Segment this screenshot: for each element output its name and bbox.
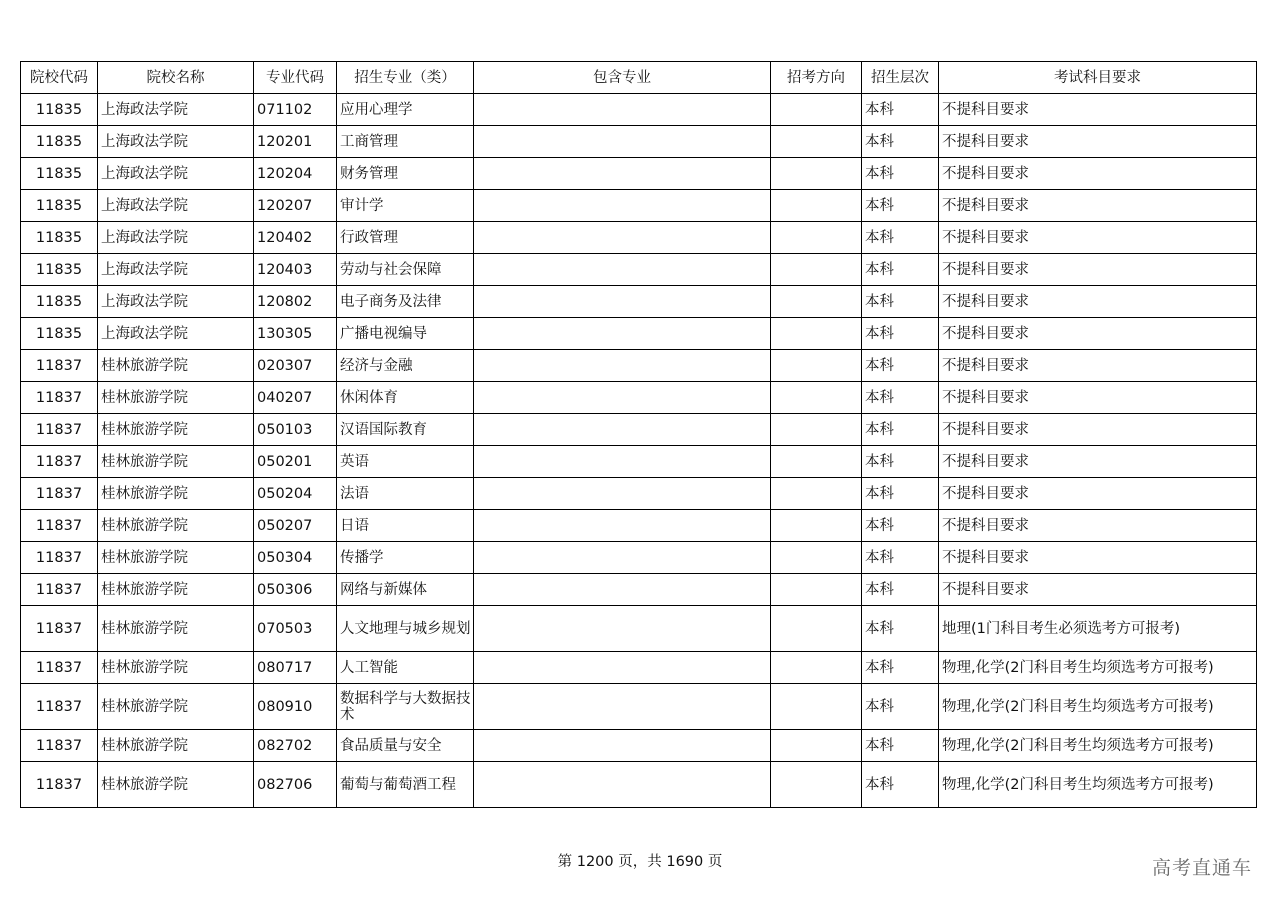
cell-subject-requirement: 物理,化学(2门科目考生均须选考方可报考): [939, 684, 1257, 730]
cell-school-name: 桂林旅游学院: [98, 382, 254, 414]
table-row: [21, 382, 1257, 414]
cell-major-code: 082702: [254, 730, 337, 762]
cell-school-name: 桂林旅游学院: [98, 684, 254, 730]
cell-school-code: 11837: [21, 414, 98, 446]
cell-subject-requirement: 不提科目要求: [939, 222, 1257, 254]
cell-school-code: 11837: [21, 652, 98, 684]
cell-school-code: 11837: [21, 684, 98, 730]
cell-level: 本科: [862, 542, 939, 574]
cell-level: 本科: [862, 382, 939, 414]
cell-major: 工商管理: [337, 126, 474, 158]
cell-major: 人工智能: [337, 652, 474, 684]
cell-major: 财务管理: [337, 158, 474, 190]
cell-major: 数据科学与大数据技术: [337, 684, 474, 730]
cell-included-majors: [474, 158, 771, 190]
cell-subject-requirement: 不提科目要求: [939, 382, 1257, 414]
cell-subject-requirement: 不提科目要求: [939, 126, 1257, 158]
table-row: [21, 126, 1257, 158]
cell-school-name: 桂林旅游学院: [98, 478, 254, 510]
header-level: 招生层次: [862, 62, 939, 94]
cell-school-name: 上海政法学院: [98, 254, 254, 286]
cell-school-name: 上海政法学院: [98, 158, 254, 190]
cell-school-name: 上海政法学院: [98, 94, 254, 126]
cell-subject-requirement: 不提科目要求: [939, 158, 1257, 190]
cell-school-name: 桂林旅游学院: [98, 414, 254, 446]
cell-school-code: 11837: [21, 730, 98, 762]
cell-school-name: 上海政法学院: [98, 286, 254, 318]
cell-major: 葡萄与葡萄酒工程: [337, 762, 474, 808]
cell-school-name: 桂林旅游学院: [98, 542, 254, 574]
cell-school-name: 上海政法学院: [98, 190, 254, 222]
cell-direction: [771, 730, 862, 762]
cell-school-name: 上海政法学院: [98, 126, 254, 158]
cell-direction: [771, 318, 862, 350]
cell-included-majors: [474, 382, 771, 414]
cell-included-majors: [474, 350, 771, 382]
cell-school-code: 11835: [21, 94, 98, 126]
cell-major-code: 120403: [254, 254, 337, 286]
cell-major: 劳动与社会保障: [337, 254, 474, 286]
cell-school-name: 桂林旅游学院: [98, 574, 254, 606]
cell-major-code: 050201: [254, 446, 337, 478]
cell-major: 日语: [337, 510, 474, 542]
cell-level: 本科: [862, 478, 939, 510]
cell-direction: [771, 254, 862, 286]
cell-school-code: 11835: [21, 126, 98, 158]
cell-direction: [771, 158, 862, 190]
cell-included-majors: [474, 762, 771, 808]
cell-subject-requirement: 不提科目要求: [939, 478, 1257, 510]
cell-direction: [771, 510, 862, 542]
cell-subject-requirement: 不提科目要求: [939, 318, 1257, 350]
cell-major: 应用心理学: [337, 94, 474, 126]
cell-major-code: 120201: [254, 126, 337, 158]
cell-included-majors: [474, 286, 771, 318]
cell-level: 本科: [862, 652, 939, 684]
cell-included-majors: [474, 652, 771, 684]
table-row: [21, 350, 1257, 382]
cell-level: 本科: [862, 254, 939, 286]
cell-level: 本科: [862, 158, 939, 190]
cell-direction: [771, 684, 862, 730]
table-row: [21, 286, 1257, 318]
cell-included-majors: [474, 414, 771, 446]
cell-school-code: 11837: [21, 350, 98, 382]
cell-level: 本科: [862, 510, 939, 542]
table-row: [21, 510, 1257, 542]
cell-direction: [771, 382, 862, 414]
table-row: [21, 478, 1257, 510]
cell-level: 本科: [862, 414, 939, 446]
cell-level: 本科: [862, 350, 939, 382]
cell-subject-requirement: 不提科目要求: [939, 414, 1257, 446]
cell-school-name: 桂林旅游学院: [98, 730, 254, 762]
cell-major-code: 120207: [254, 190, 337, 222]
table-row: [21, 94, 1257, 126]
cell-included-majors: [474, 542, 771, 574]
cell-major-code: 020307: [254, 350, 337, 382]
cell-subject-requirement: 不提科目要求: [939, 574, 1257, 606]
cell-major-code: 120802: [254, 286, 337, 318]
cell-subject-requirement: 不提科目要求: [939, 510, 1257, 542]
cell-direction: [771, 574, 862, 606]
cell-school-code: 11837: [21, 542, 98, 574]
watermark-logo-text: 高考直通车: [1151, 857, 1252, 879]
table-row: [21, 254, 1257, 286]
cell-direction: [771, 478, 862, 510]
cell-level: 本科: [862, 318, 939, 350]
cell-included-majors: [474, 126, 771, 158]
table-row: [21, 158, 1257, 190]
cell-subject-requirement: 不提科目要求: [939, 254, 1257, 286]
cell-school-code: 11835: [21, 286, 98, 318]
cell-major-code: 050204: [254, 478, 337, 510]
cell-school-name: 桂林旅游学院: [98, 762, 254, 808]
cell-direction: [771, 190, 862, 222]
cell-major: 法语: [337, 478, 474, 510]
cell-included-majors: [474, 318, 771, 350]
cell-included-majors: [474, 510, 771, 542]
cell-school-code: 11837: [21, 382, 98, 414]
cell-included-majors: [474, 478, 771, 510]
cell-school-code: 11835: [21, 254, 98, 286]
cell-subject-requirement: 不提科目要求: [939, 286, 1257, 318]
cell-major-code: 040207: [254, 382, 337, 414]
cell-major-code: 080717: [254, 652, 337, 684]
cell-subject-requirement: 物理,化学(2门科目考生均须选考方可报考): [939, 730, 1257, 762]
page-number: 第 1200 页，共 1690 页: [557, 854, 723, 870]
cell-school-name: 桂林旅游学院: [98, 510, 254, 542]
cell-level: 本科: [862, 222, 939, 254]
cell-subject-requirement: 物理,化学(2门科目考生均须选考方可报考): [939, 652, 1257, 684]
table-header: [21, 62, 1257, 94]
cell-school-name: 桂林旅游学院: [98, 350, 254, 382]
cell-school-name: 上海政法学院: [98, 318, 254, 350]
table-row: [21, 190, 1257, 222]
cell-school-code: 11835: [21, 222, 98, 254]
cell-level: 本科: [862, 94, 939, 126]
cell-school-code: 11837: [21, 510, 98, 542]
cell-included-majors: [474, 606, 771, 652]
header-subject-requirement: 考试科目要求: [939, 62, 1257, 94]
cell-major: 电子商务及法律: [337, 286, 474, 318]
cell-major-code: 050306: [254, 574, 337, 606]
cell-level: 本科: [862, 684, 939, 730]
cell-level: 本科: [862, 730, 939, 762]
cell-school-name: 桂林旅游学院: [98, 446, 254, 478]
cell-included-majors: [474, 94, 771, 126]
cell-included-majors: [474, 446, 771, 478]
table-row: [21, 446, 1257, 478]
table-row: [21, 652, 1257, 684]
cell-major-code: 120204: [254, 158, 337, 190]
cell-included-majors: [474, 684, 771, 730]
cell-major-code: 050304: [254, 542, 337, 574]
cell-major: 传播学: [337, 542, 474, 574]
cell-major-code: 130305: [254, 318, 337, 350]
header-row: [21, 62, 1257, 94]
cell-level: 本科: [862, 762, 939, 808]
cell-level: 本科: [862, 446, 939, 478]
cell-included-majors: [474, 254, 771, 286]
cell-school-code: 11837: [21, 606, 98, 652]
cell-major: 行政管理: [337, 222, 474, 254]
cell-subject-requirement: 地理(1门科目考生必须选考方可报考): [939, 606, 1257, 652]
table-row: [21, 222, 1257, 254]
cell-major-code: 080910: [254, 684, 337, 730]
cell-level: 本科: [862, 574, 939, 606]
cell-school-name: 上海政法学院: [98, 222, 254, 254]
cell-direction: [771, 606, 862, 652]
cell-direction: [771, 222, 862, 254]
table-row: [21, 574, 1257, 606]
cell-major-code: 050207: [254, 510, 337, 542]
cell-direction: [771, 414, 862, 446]
cell-major-code: 071102: [254, 94, 337, 126]
cell-level: 本科: [862, 190, 939, 222]
cell-level: 本科: [862, 286, 939, 318]
cell-direction: [771, 652, 862, 684]
cell-direction: [771, 542, 862, 574]
table-row: [21, 606, 1257, 652]
cell-school-code: 11837: [21, 478, 98, 510]
cell-major-code: 120402: [254, 222, 337, 254]
cell-school-code: 11835: [21, 158, 98, 190]
cell-included-majors: [474, 190, 771, 222]
cell-school-code: 11837: [21, 574, 98, 606]
cell-school-code: 11835: [21, 318, 98, 350]
table-body: [21, 94, 1257, 808]
header-school-code: 院校代码: [21, 62, 98, 94]
header-included-majors: 包含专业: [474, 62, 771, 94]
table-row: [21, 542, 1257, 574]
cell-direction: [771, 350, 862, 382]
cell-major: 食品质量与安全: [337, 730, 474, 762]
cell-major: 休闲体育: [337, 382, 474, 414]
cell-subject-requirement: 不提科目要求: [939, 190, 1257, 222]
cell-direction: [771, 94, 862, 126]
cell-direction: [771, 762, 862, 808]
admission-table: [20, 61, 1257, 808]
header-school-name: 院校名称: [98, 62, 254, 94]
cell-subject-requirement: 不提科目要求: [939, 350, 1257, 382]
table-row: [21, 730, 1257, 762]
cell-major-code: 050103: [254, 414, 337, 446]
cell-subject-requirement: 不提科目要求: [939, 446, 1257, 478]
header-direction: 招考方向: [771, 62, 862, 94]
cell-included-majors: [474, 574, 771, 606]
cell-major-code: 070503: [254, 606, 337, 652]
cell-level: 本科: [862, 126, 939, 158]
cell-subject-requirement: 不提科目要求: [939, 94, 1257, 126]
cell-included-majors: [474, 222, 771, 254]
cell-major: 经济与金融: [337, 350, 474, 382]
cell-major-code: 082706: [254, 762, 337, 808]
header-major-code: 专业代码: [254, 62, 337, 94]
cell-major: 汉语国际教育: [337, 414, 474, 446]
header-major: 招生专业（类）: [337, 62, 474, 94]
cell-major: 英语: [337, 446, 474, 478]
cell-subject-requirement: 物理,化学(2门科目考生均须选考方可报考): [939, 762, 1257, 808]
cell-major: 网络与新媒体: [337, 574, 474, 606]
cell-level: 本科: [862, 606, 939, 652]
cell-school-name: 桂林旅游学院: [98, 652, 254, 684]
cell-direction: [771, 446, 862, 478]
cell-major: 审计学: [337, 190, 474, 222]
cell-school-code: 11837: [21, 446, 98, 478]
table-row: [21, 318, 1257, 350]
cell-school-code: 11837: [21, 762, 98, 808]
cell-subject-requirement: 不提科目要求: [939, 542, 1257, 574]
cell-direction: [771, 286, 862, 318]
cell-major: 广播电视编导: [337, 318, 474, 350]
cell-school-code: 11835: [21, 190, 98, 222]
table-row: [21, 762, 1257, 808]
cell-included-majors: [474, 730, 771, 762]
cell-direction: [771, 126, 862, 158]
cell-school-name: 桂林旅游学院: [98, 606, 254, 652]
table-row: [21, 684, 1257, 730]
table-row: [21, 414, 1257, 446]
cell-major: 人文地理与城乡规划: [337, 606, 474, 652]
